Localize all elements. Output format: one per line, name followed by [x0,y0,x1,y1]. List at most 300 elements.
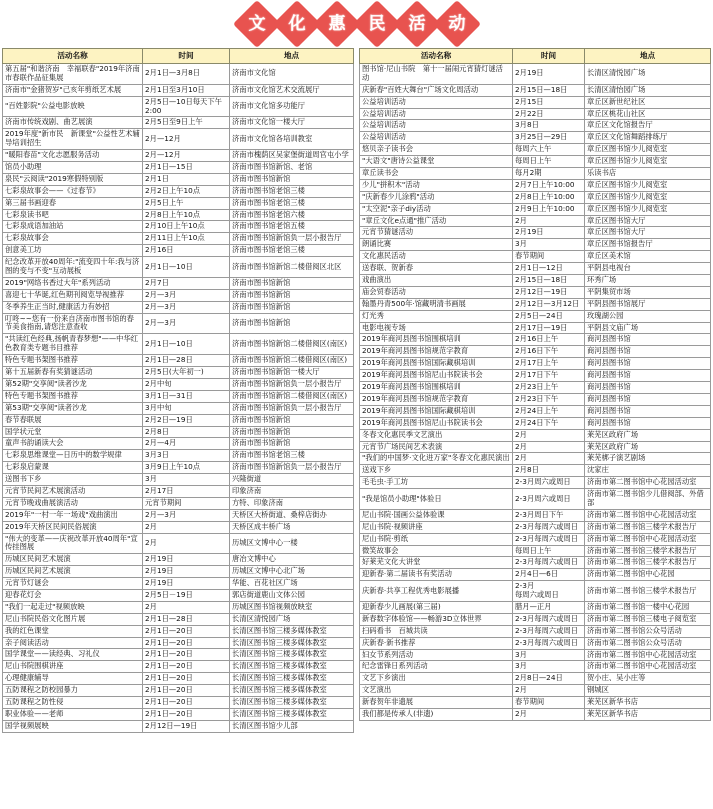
cell-place: 济南市图书馆新馆负一层小报告厅 [230,402,354,414]
cell-place: 济南市图书馆新馆负一层小报告厅 [230,233,354,245]
banner-char: 文 [248,13,265,34]
cell-place: 济南市第二图书馆中心花园活动室 [585,477,711,489]
table-row [360,533,711,545]
cell-time: 3月1日—31日 [143,390,230,402]
cell-place: 济南市文化馆 [230,64,354,85]
cell-time: 2月 [513,215,585,227]
cell-place: 天桥区成丰桥广场 [230,521,354,533]
cell-time: 2月—3月 [143,509,230,521]
table-row [360,156,711,168]
cell-time: 2月—12月 [143,150,230,162]
cell-place: 济南市图书馆新馆 [230,277,354,289]
cell-time: 2-3月每周六或周日 [513,557,585,569]
cell-time: 3月 [143,474,230,486]
cell-place: 莱芜区新华书店 [585,697,711,709]
cell-place: 济南市第二图书馆中心花园活动室 [585,661,711,673]
table-row [3,696,354,708]
table-row [3,185,354,197]
cell-time: 2月17日 [143,485,230,497]
cell-activity-name: 送春联、贺新春 [360,263,513,275]
cell-activity-name: 电影电视专场 [360,322,513,334]
cell-time: 2月16日 [143,245,230,257]
cell-place: 章丘区图书馆少儿阅览室 [585,144,711,156]
cell-time: 2月19日 [143,566,230,578]
cell-activity-name: 特色专题书架图书推荐 [3,390,143,402]
cell-activity-name: 尼山书院民俗文化图片展 [3,613,143,625]
cell-place: 商河县图书馆 [585,334,711,346]
cell-time: 2-3月周日下午 [513,509,585,521]
cell-place: 济南市图书馆新馆二楼借阅区(南区) [230,355,354,367]
cell-time: 2月22日 [513,108,585,120]
cell-time: 2月 [143,533,230,554]
table-row [360,370,711,382]
cell-activity-name: 特色专题书架图书推荐 [3,355,143,367]
cell-time: 元宵节期间 [143,497,230,509]
cell-place: 济南市图书馆新馆二楼借阅区(南区) [230,390,354,402]
table-row [360,310,711,322]
cell-activity-name: 济南市传统戏剧、曲艺展演 [3,117,143,129]
cell-activity-name: 2019年"一村一年一场戏"戏曲演出 [3,509,143,521]
table-row [360,708,711,720]
cell-activity-name: 2019年商河县图书馆围棋培训 [360,382,513,394]
cell-time: 2月24日下午 [513,417,585,429]
cell-place: 济南市图书馆新馆、老馆 [230,162,354,174]
cell-place: 莱芜区政府广场 [585,429,711,441]
cell-activity-name: 2019年商河县图书馆国际藏棋培训 [360,358,513,370]
table-row [360,64,711,85]
cell-place: 乐读书店 [585,168,711,180]
cell-place: 长清区图书馆三楼多媒体教室 [230,649,354,661]
table-row [360,96,711,108]
page-banner [0,0,713,48]
cell-place: 济南市第二图书馆公众号活动 [585,625,711,637]
cell-activity-name: 第五届"和谐济南 幸福联春"2019年济南市春联作品征集展 [3,64,143,85]
table-row [360,441,711,453]
cell-place: 济南市槐荫区吴家堡街道周官屯小学 [230,150,354,162]
cell-time: 3月8日 [513,120,585,132]
cell-time: 2月5日(大年初一) [143,367,230,379]
cell-activity-name: 少儿"拼积木"活动 [360,179,513,191]
cell-time: 2-3月 每周六或周日 [513,581,585,602]
cell-time: 2-3月周六或周日 [513,477,585,489]
table-row [3,649,354,661]
table-row [3,438,354,450]
table-row [3,589,354,601]
right-activity-table [359,48,711,721]
table-row [360,84,711,96]
cell-time: 2月12日—19日 [513,286,585,298]
cell-time: 2-3月每周六或周日 [513,521,585,533]
cell-place: 章丘区图书馆少儿阅览室 [585,203,711,215]
table-row [3,601,354,613]
cell-activity-name: 章丘读书会 [360,168,513,180]
table-row [360,601,711,613]
table-row [360,557,711,569]
cell-time: 2月10日上午10点 [143,221,230,233]
cell-time: 2月7日 [143,277,230,289]
banner-char: 惠 [328,13,345,34]
table-row [3,578,354,590]
cell-activity-name: 公益培训活动 [360,132,513,144]
cell-place: 商河县图书馆 [585,346,711,358]
cell-place: 章丘区图书馆大厅 [585,227,711,239]
cell-place: 长清区清怡园广场 [585,84,711,96]
cell-activity-name: 历城区民间艺术展演 [3,554,143,566]
cell-time: 春节期间 [513,251,585,263]
table-row [360,613,711,625]
cell-time: 2月1日—12日 [513,263,585,275]
cell-time: 2月5日上午 [143,197,230,209]
table-row [360,521,711,533]
cell-place: 平阴县文庙广场 [585,322,711,334]
cell-activity-name: 迎新春·第二届读书有奖活动 [360,569,513,581]
cell-place: 济南市图书馆新馆 [230,301,354,313]
table-row [360,179,711,191]
cell-activity-name: 五防课程之防校园暴力 [3,685,143,697]
table-row [3,64,354,85]
cell-time: 2月2日—19日 [143,414,230,426]
cell-time: 2月15日 [513,96,585,108]
cell-time: 2月5日—24日 [513,310,585,322]
cell-time: 2月17日下午 [513,370,585,382]
cell-place: 章丘区图书馆少儿阅览室 [585,179,711,191]
cell-time: 2月1日—10日 [143,257,230,278]
table-row [360,673,711,685]
table-row [360,545,711,557]
table-row [360,144,711,156]
table-row [360,298,711,310]
cell-time: 2月19日 [513,227,585,239]
cell-activity-name: 朗诵比赛 [360,239,513,251]
cell-activity-name: 历城区民间艺术展演 [3,566,143,578]
table-row [360,625,711,637]
table-row [360,382,711,394]
cell-time: 2-3月每周六或周日 [513,625,585,637]
table-row [3,661,354,673]
table-row [3,334,354,355]
cell-activity-name: 新春贺年非遗展 [360,697,513,709]
cell-place: 济南市第二图书馆三楼学术报告厅 [585,557,711,569]
cell-activity-name: 好莱芜文化大讲堂 [360,557,513,569]
cell-time: 2月1日 [143,173,230,185]
cell-place: 长清区图书馆三楼多媒体教室 [230,696,354,708]
cell-place: 长清区图书馆少儿部 [230,720,354,732]
cell-activity-name: 元宵节灯谜会 [3,578,143,590]
table-row [3,289,354,301]
cell-time: 2月 [143,601,230,613]
cell-activity-name: 微笑故事会 [360,545,513,557]
cell-activity-name: 迎新春少儿画展(第三届) [360,601,513,613]
cell-place: 济南市图书馆新馆一楼大厅 [230,367,354,379]
cell-activity-name: 童声书韵诵读大会 [3,438,143,450]
table-row [3,673,354,685]
cell-time: 2月中旬 [143,378,230,390]
table-row [3,685,354,697]
cell-place: 济南市图书馆老馆三楼 [230,197,354,209]
cell-activity-name: 创意美工坊 [3,245,143,257]
cell-activity-name: 元宵节民间艺术展演活动 [3,485,143,497]
cell-place: 环秀广场 [585,275,711,287]
table-row [3,245,354,257]
table-row [360,509,711,521]
cell-place: 钢城区 [585,685,711,697]
cell-time: 2月1日—10日 [143,334,230,355]
cell-time: 2月23日上午 [513,382,585,394]
cell-time: 2月19日 [143,554,230,566]
table-row [3,117,354,129]
table-row [3,554,354,566]
cell-activity-name: "大语文"唐诗公益课堂 [360,156,513,168]
cell-activity-name: "太空泥"亲子diy活动 [360,203,513,215]
table-row [360,465,711,477]
cell-activity-name: "我是馆员小助理"体验日 [360,489,513,510]
cell-time: 2月1日—3月8日 [143,64,230,85]
cell-activity-name: 元宵节晚戏曲展演活动 [3,497,143,509]
table-row [3,301,354,313]
cell-activity-name: 文艺演出 [360,685,513,697]
table-row [360,477,711,489]
cell-place: 莱芜区新华书店 [585,708,711,720]
cell-place: 济南市图书馆老馆三楼 [230,245,354,257]
table-row [360,685,711,697]
cell-place: 长清区图书馆三楼多媒体教室 [230,661,354,673]
cell-place: 济南市第二图书馆中心花园活动室 [585,533,711,545]
cell-activity-name: 2019年度"新市民 新课堂"公益性艺术辅导培训招生 [3,129,143,150]
cell-time: 3月 [513,661,585,673]
cell-place: 商河县图书馆 [585,358,711,370]
table-row [360,120,711,132]
cell-place: 商河县图书馆 [585,393,711,405]
cell-activity-name: 庆新春·共享工程优秀电影展播 [360,581,513,602]
cell-activity-name: 馆员小助理 [3,162,143,174]
table-row [360,251,711,263]
table-row [360,649,711,661]
cell-time: 2-3月每周六或周日 [513,637,585,649]
cell-place: 济南市图书馆新馆负一层小报告厅 [230,462,354,474]
cell-time: 2月8日上午10点 [143,209,230,221]
table-row [3,485,354,497]
cell-place: 沈家庄 [585,465,711,477]
cell-activity-name: 冬季养生正当时,健康活力有妙招 [3,301,143,313]
cell-activity-name: 国学课堂——读经典、习礼仪 [3,649,143,661]
table-row [360,429,711,441]
cell-place: 济南市图书馆新馆 [230,414,354,426]
table-row [3,613,354,625]
cell-activity-name: 文艺下乡演出 [360,673,513,685]
table-row [3,566,354,578]
cell-time: 2月12日—3月12日 [513,298,585,310]
cell-activity-name: 妇女节系列活动 [360,649,513,661]
cell-time: 2月1日—20日 [143,673,230,685]
cell-activity-name: 悠贝亲子读书会 [360,144,513,156]
cell-place: 济南市第二图书馆三楼学术报告厅 [585,545,711,557]
cell-place: 章丘区美术馆 [585,251,711,263]
cell-time: 每周日上午 [513,545,585,557]
column-header-time: 时间 [513,49,585,64]
cell-place: 济南市图书馆老馆三楼 [230,185,354,197]
cell-place: 济南市图书馆新馆 [230,426,354,438]
table-row [360,239,711,251]
cell-place: 玫瑰湖公园 [585,310,711,322]
tables-container [0,48,713,733]
cell-time: 2月8日 [513,465,585,477]
cell-place: 章丘区桃花山社区 [585,108,711,120]
cell-place: 济南市第二图书馆公众号活动 [585,637,711,649]
cell-place: 商河县图书馆 [585,382,711,394]
column-header-place: 地点 [230,49,354,64]
cell-time: 2月19日 [143,578,230,590]
cell-place: 商河县图书馆 [585,405,711,417]
table-header-row [3,49,354,64]
cell-place: 长清区清悦园广场 [585,64,711,85]
table-row [360,661,711,673]
cell-place: 济南市文化馆各培训教室 [230,129,354,150]
table-row [3,426,354,438]
table-row [360,489,711,510]
cell-place: 章丘区新世纪社区 [585,96,711,108]
cell-place: 历城区文博中心一楼 [230,533,354,554]
table-row [3,129,354,150]
cell-time: 3月 [513,239,585,251]
cell-activity-name: 第三届书画迎春 [3,197,143,209]
cell-activity-name: 尼山书院·剪纸 [360,533,513,545]
cell-place: 济南市第二图书馆三楼电子阅览室 [585,613,711,625]
left-table-wrapper [2,48,353,733]
cell-activity-name: 灯光秀 [360,310,513,322]
cell-activity-name: 喜迎七十华诞,红色期刊阅览导视推荐 [3,289,143,301]
left-table-body [3,64,354,733]
cell-activity-name: "伟大的变革——庆祝改革开放40周年"宣传挂图展 [3,533,143,554]
cell-time: 每月2期 [513,168,585,180]
cell-time: 2月1日—20日 [143,685,230,697]
cell-place: 济南市图书馆新馆二楼借阅区北区 [230,257,354,278]
cell-time: 2月15日—18日 [513,275,585,287]
cell-time: 2月1日—28日 [143,355,230,367]
cell-activity-name: 2019年商河县图书馆国际藏棋培训 [360,405,513,417]
cell-time: 2月5日－19日 [143,589,230,601]
cell-place: 莱芜区政府广场 [585,441,711,453]
cell-time: 2月8日 [143,426,230,438]
cell-time: 2月9日上午10:00 [513,203,585,215]
table-row [3,533,354,554]
column-header-place: 地点 [585,49,711,64]
cell-time: 2月19日 [513,64,585,85]
cell-place: 济南市图书馆老馆六楼 [230,209,354,221]
table-row [3,277,354,289]
cell-place: 平阴集贸市场 [585,286,711,298]
table-row [3,414,354,426]
cell-place: 济南市图书馆新馆二楼借阅区(南区) [230,334,354,355]
banner-char: 活 [408,13,425,34]
cell-activity-name: 2019年天桥区民间民俗展演 [3,521,143,533]
table-row [360,334,711,346]
cell-place: 济南市图书馆新馆 [230,173,354,185]
table-row [3,462,354,474]
cell-activity-name: 七彩泉思维课堂—日历中的数学规律 [3,450,143,462]
banner-char: 动 [448,13,465,34]
cell-activity-name: 元宵节广场民间艺术表演 [360,441,513,453]
table-row [3,474,354,486]
cell-place: 贺小庄、吴小庄等 [585,673,711,685]
table-row [3,497,354,509]
column-header-name: 活动名称 [3,49,143,64]
cell-place: 章丘区文化馆报告厅 [585,120,711,132]
cell-time: 2月—12月 [143,129,230,150]
cell-place: 济南市文化馆一楼大厅 [230,117,354,129]
cell-activity-name: 庆新春"百姓大舞台"广场文化周活动 [360,84,513,96]
cell-activity-name: 泉民"云阅读"2019寒假特别版 [3,173,143,185]
cell-activity-name: 庆新春·新书推荐 [360,637,513,649]
table-row [360,358,711,370]
table-row [3,450,354,462]
table-row [3,720,354,732]
cell-time: 2月17日上午 [513,358,585,370]
table-row [3,257,354,278]
cell-time: 3月中旬 [143,402,230,414]
cell-time: 2月5日—10日每天下午2:00 [143,96,230,117]
cell-time: 每周日上午 [513,156,585,168]
table-row [3,637,354,649]
cell-activity-name: 迎春花灯会 [3,589,143,601]
cell-activity-name: 心理健康辅导 [3,673,143,685]
cell-activity-name: "百姓影院"公益电影放映 [3,96,143,117]
cell-place: 章丘区图书馆大厅 [585,215,711,227]
cell-place: 章丘区图书馆少儿阅览室 [585,156,711,168]
cell-time: 2月1日—20日 [143,708,230,720]
table-row [3,162,354,174]
cell-time: 2月1日—15日 [143,162,230,174]
cell-time: 腊月—正月 [513,601,585,613]
cell-place: 济南市图书馆新馆 [230,438,354,450]
cell-time: 2月1日—20日 [143,661,230,673]
cell-time: 2月1日至3月10日 [143,84,230,96]
cell-place: 天桥区大桥街道、桑梓店街办 [230,509,354,521]
cell-activity-name: 公益培训活动 [360,96,513,108]
cell-place: 华能、百花社区广场 [230,578,354,590]
cell-activity-name: 公益培训活动 [360,108,513,120]
cell-place: 商河县图书馆 [585,370,711,382]
cell-place: 郭店街道鹿山文体公园 [230,589,354,601]
cell-place: 长清区图书馆三楼多媒体教室 [230,673,354,685]
table-row [360,453,711,465]
table-row [3,221,354,233]
cell-activity-name: 第53期"交享阅"读者沙龙 [3,402,143,414]
right-table-body [360,64,711,721]
cell-activity-name: "庆新春少儿涂鸦"活动 [360,191,513,203]
cell-activity-name: 2019"网络书香过大年"系列活动 [3,277,143,289]
cell-activity-name: 七彩泉故事会——《过春节》 [3,185,143,197]
cell-time: 2月7日上午10:00 [513,179,585,191]
cell-time: 2月—3月 [143,289,230,301]
cell-place: 济南市第二图书馆一楼中心花园 [585,601,711,613]
cell-activity-name: 毛毛虫·手工坊 [360,477,513,489]
cell-activity-name: 亲子阅读活动 [3,637,143,649]
cell-time: 2月11日上午10点 [143,233,230,245]
cell-time: 2月16日下午 [513,346,585,358]
cell-time: 2月8日—24日 [513,673,585,685]
cell-place: 平阴县电视台 [585,263,711,275]
table-row [360,637,711,649]
cell-activity-name: 春节春联展 [3,414,143,426]
column-header-time: 时间 [143,49,230,64]
table-row [3,378,354,390]
cell-time: 2月—4月 [143,438,230,450]
table-row [360,227,711,239]
table-row [3,197,354,209]
table-row [360,346,711,358]
cell-activity-name: "章丘文化e点通"推广活动 [360,215,513,227]
cell-place: 济南市第二图书馆中心花园活动室 [585,649,711,661]
